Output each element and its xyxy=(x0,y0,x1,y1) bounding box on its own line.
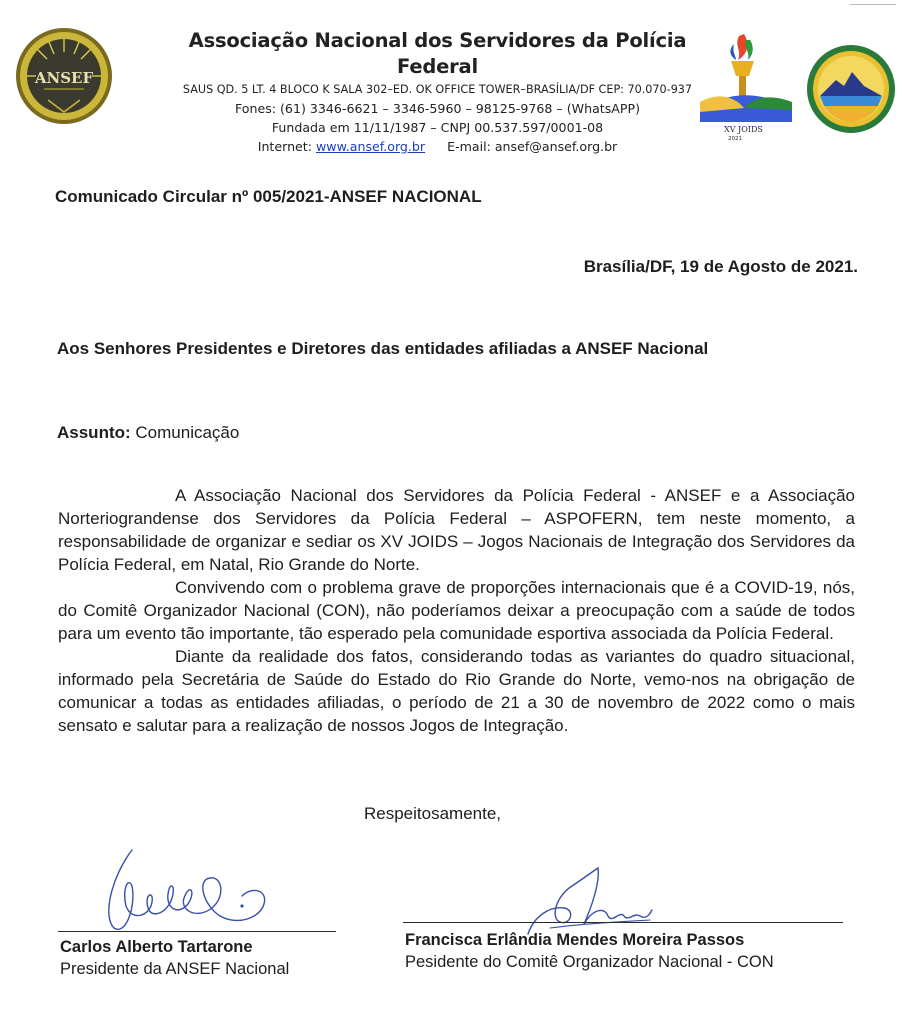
document-date: Brasília/DF, 19 de Agosto de 2021. xyxy=(583,257,858,276)
letterhead xyxy=(150,28,725,156)
subject-label: Assunto: xyxy=(57,423,131,442)
closing-salutation: Respeitosamente, xyxy=(364,804,502,823)
body-paragraph: Diante da realidade dos fatos, considerando todas as variantes do quadro situacional, informado pela Secretária de Saúde do Estado do Rio Grande do Norte, vemo-nos na obrigação de comunicar a todas as entidades afiliadas, o período de 21 a 30 de novembro de 2022 como o mais sensato e salutar para a realização de nossos Jogos de Integração. xyxy=(58,647,855,735)
subject-text: Comunicação xyxy=(130,423,240,442)
org-contacts xyxy=(150,137,725,156)
org-founded: Fundada em 11/11/1987 – CNPJ 00.537.597/0001-08 xyxy=(271,120,604,135)
subject-line xyxy=(57,423,239,443)
handwritten-signature-left xyxy=(92,846,277,938)
ansef-seal-logo xyxy=(14,26,114,126)
signer-title: Presidente da ANSEF Nacional xyxy=(60,960,290,978)
joids-torch-logo xyxy=(694,30,798,142)
addressee-line: Aos Senhores Presidentes e Diretores das entidades afiliadas a ANSEF Nacional xyxy=(57,339,709,358)
signer-block-left xyxy=(60,936,289,980)
landscape-seal-logo xyxy=(806,44,896,134)
email-text: E-mail: ansef@ansef.org.br xyxy=(447,139,618,154)
signer-block-right xyxy=(405,929,774,973)
games-lettering: XV JOIDS xyxy=(724,125,763,134)
signer-name: Carlos Alberto Tartarone xyxy=(60,938,253,956)
games-year-lettering: 2021 xyxy=(728,136,742,142)
scan-mark xyxy=(850,4,896,5)
circular-title: Comunicado Circular nº 005/2021-ANSEF NACIONAL xyxy=(55,187,482,206)
signer-name: Francisca Erlândia Mendes Moreira Passos xyxy=(405,931,745,949)
signature-line-left xyxy=(58,931,336,932)
body-paragraph: Convivendo com o problema grave de proporções internacionais que é a COVID-19, nós, do Comitê Organizador Nacional (CON), não poderíamos deixar a preocupação com a saúde de todos para um evento tão importante, tão esperado pela comunidade esportiva associada da Polícia Federal. xyxy=(58,578,855,643)
org-name: Associação Nacional dos Servidores da Polícia Federal xyxy=(188,29,687,78)
letter-body xyxy=(58,484,855,737)
body-paragraph: A Associação Nacional dos Servidores da Polícia Federal - ANSEF e a Associação Norteriograndense dos Servidores da Polícia Federal – ASPOFERN, tem neste momento, a responsabilidade de organizar e sediar os XV JOIDS – Jogos Nacionais de Integração dos Servidores da Polícia Federal, em Natal, Rio Grande do Norte. xyxy=(58,486,855,574)
signer-title: Pesidente do Comitê Organizador Nacional - CON xyxy=(405,953,774,971)
signature-line-right xyxy=(403,922,843,923)
internet-label: Internet: xyxy=(257,139,316,154)
website-link[interactable]: www.ansef.org.br xyxy=(316,139,426,154)
seal-lettering: ANSEF xyxy=(34,69,94,87)
org-address: SAUS QD. 5 LT. 4 BLOCO K SALA 302–ED. OK OFFICE TOWER–BRASÍLIA/DF CEP: 70.070-937 xyxy=(182,83,693,96)
org-phones: Fones: (61) 3346-6621 – 3346-5960 – 98125-9768 – (WhatsAPP) xyxy=(234,101,641,116)
